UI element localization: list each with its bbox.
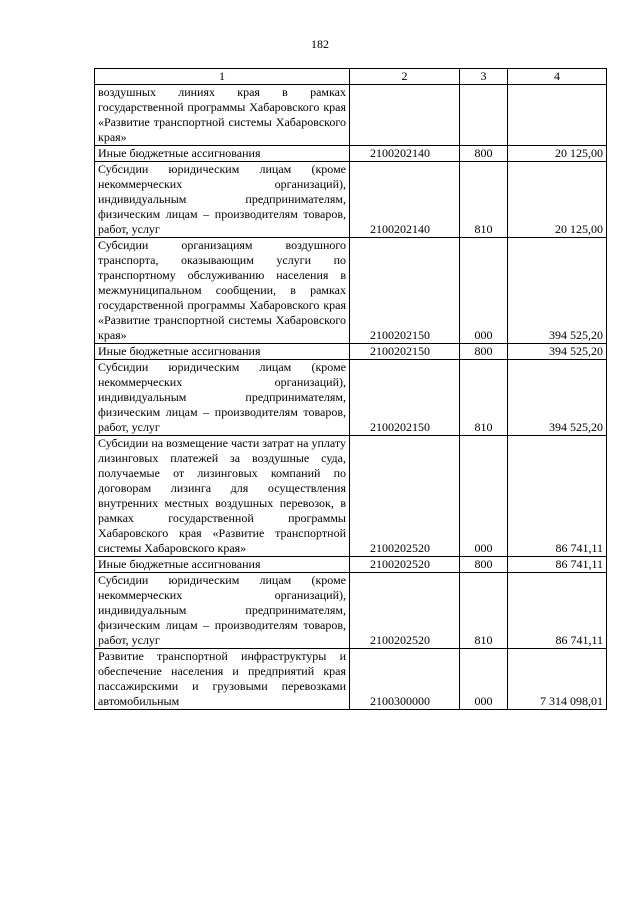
row-type <box>460 85 508 146</box>
row-type: 810 <box>460 162 508 238</box>
table-row <box>95 238 607 344</box>
row-name: Субсидии юридическим лицам (кроме некоммерческих организаций), индивидуальным предпринимателям, физическим лицам – производителям товаров, работ, услуг <box>95 360 350 436</box>
column-header-2: 2 <box>350 69 460 85</box>
row-amount: 394 525,20 <box>508 238 607 344</box>
row-name: Иные бюджетные ассигнования <box>95 146 350 162</box>
table-row <box>95 649 607 710</box>
row-name: Субсидии организациям воздушного транспорта, оказывающим услуги по транспортному обслуживанию населения в межмуниципальном сообщении, в рамках государственной программы Хабаровского края «Развитие транспортной системы Хабаровского края» <box>95 238 350 344</box>
row-name: Иные бюджетные ассигнования <box>95 557 350 573</box>
table-row <box>95 344 607 360</box>
row-name: воздушных линиях края в рамках государственной программы Хабаровского края «Развитие транспортной системы Хабаровского края» <box>95 85 350 146</box>
row-amount: 86 741,11 <box>508 557 607 573</box>
row-name: Иные бюджетные ассигнования <box>95 344 350 360</box>
row-amount: 20 125,00 <box>508 146 607 162</box>
row-type: 810 <box>460 360 508 436</box>
column-header-3: 3 <box>460 69 508 85</box>
row-name: Развитие транспортной инфраструктуры и обеспечение населения и предприятий края пассажирскими и грузовыми перевозками автомобильным <box>95 649 350 710</box>
row-amount: 7 314 098,01 <box>508 649 607 710</box>
row-amount: 20 125,00 <box>508 162 607 238</box>
row-code: 2100202520 <box>350 436 460 557</box>
budget-table <box>94 68 607 710</box>
row-type: 800 <box>460 557 508 573</box>
row-code: 2100202140 <box>350 146 460 162</box>
table-row <box>95 573 607 649</box>
row-name: Субсидии юридическим лицам (кроме некоммерческих организаций), индивидуальным предпринимателям, физическим лицам – производителям товаров, работ, услуг <box>95 162 350 238</box>
table-row <box>95 557 607 573</box>
table-row <box>95 146 607 162</box>
column-header-1: 1 <box>95 69 350 85</box>
row-type: 800 <box>460 344 508 360</box>
row-type: 000 <box>460 238 508 344</box>
row-name: Субсидии юридическим лицам (кроме некоммерческих организаций), индивидуальным предпринимателям, физическим лицам – производителям товаров, работ, услуг <box>95 573 350 649</box>
row-code: 2100202520 <box>350 573 460 649</box>
row-amount: 86 741,11 <box>508 436 607 557</box>
table-header-row <box>95 69 607 85</box>
row-code: 2100300000 <box>350 649 460 710</box>
row-code: 2100202150 <box>350 238 460 344</box>
row-amount: 394 525,20 <box>508 360 607 436</box>
row-type: 800 <box>460 146 508 162</box>
row-code <box>350 85 460 146</box>
row-code: 2100202150 <box>350 344 460 360</box>
row-code: 2100202140 <box>350 162 460 238</box>
row-name: Субсидии на возмещение части затрат на уплату лизинговых платежей за воздушные суда, получаемые от лизинговых компаний по договорам лизинга для осуществления внутренних местных воздушных перевозок, в рамках государственной программы Хабаровского края «Развитие транспортной системы Хабаровского края» <box>95 436 350 557</box>
row-type: 810 <box>460 573 508 649</box>
column-header-4: 4 <box>508 69 607 85</box>
row-type: 000 <box>460 649 508 710</box>
row-code: 2100202150 <box>350 360 460 436</box>
table-row <box>95 162 607 238</box>
row-amount: 86 741,11 <box>508 573 607 649</box>
row-code: 2100202520 <box>350 557 460 573</box>
row-amount: 394 525,20 <box>508 344 607 360</box>
table-row <box>95 85 607 146</box>
row-type: 000 <box>460 436 508 557</box>
page-number: 182 <box>311 37 329 51</box>
table-row <box>95 436 607 557</box>
table-row <box>95 360 607 436</box>
row-amount <box>508 85 607 146</box>
